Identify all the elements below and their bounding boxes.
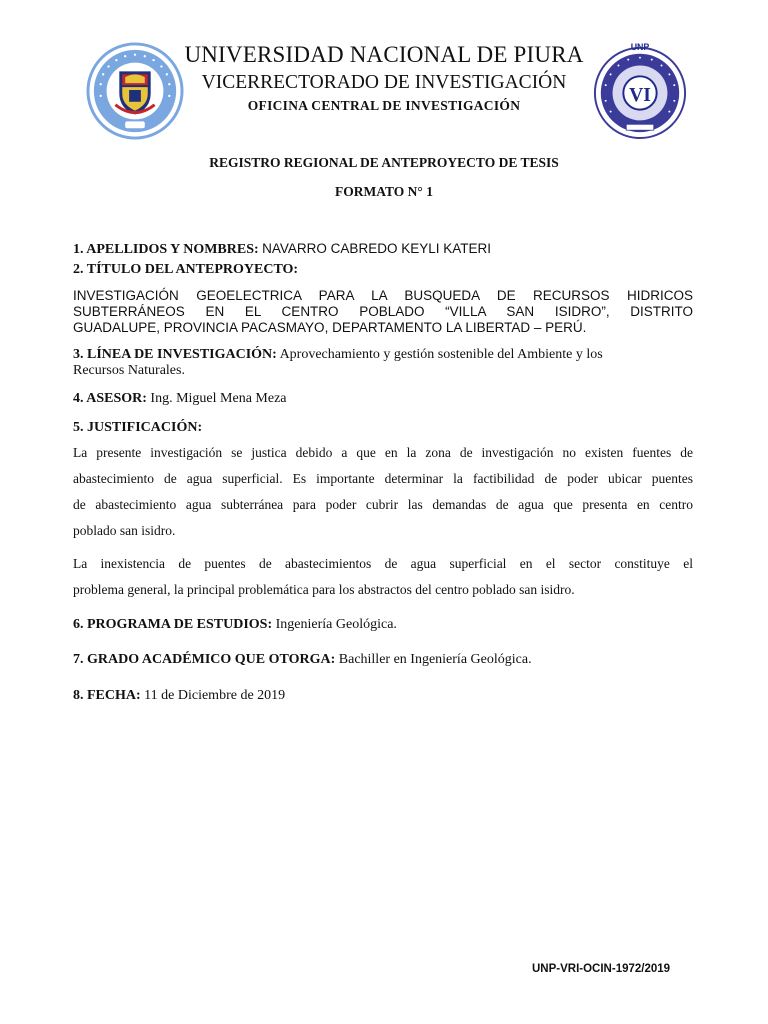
project-title-line: INVESTIGACIÓN GEOELECTRICA PARA LA BUSQUEDA DE RECURSOS HIDRICOS [73, 288, 693, 303]
university-seal-logo [86, 42, 184, 140]
date-value: 11 de Diciembre de 2019 [144, 688, 286, 703]
names-label: 1. APELLIDOS Y NOMBRES: [73, 242, 259, 257]
justification-label: 5. JUSTIFICACIÓN: [73, 420, 203, 435]
project-title-label: 2. TÍTULO DEL ANTEPROYECTO: [73, 262, 299, 277]
vicerrectorado-logo [590, 42, 690, 140]
document-code: UNP-VRI-OCIN-1972/2019 [532, 963, 671, 975]
justification-paragraph-1 [73, 440, 693, 544]
justification-paragraph-2 [73, 551, 693, 603]
study-program-value: Ingeniería Geológica. [275, 617, 397, 632]
research-line-label: 3. LÍNEA DE INVESTIGACIÓN: [73, 347, 277, 362]
section-degree [73, 652, 693, 668]
paragraph-line: La inexistencia de puentes de abastecimientos de agua superficial en el sector constituye el [73, 556, 693, 571]
paragraph-line: poblado san isidro. [73, 523, 176, 538]
paragraph-line: La presente investigación se justica debido a que en la zona de investigación no existen fuentes de [73, 445, 693, 460]
research-line-value-cont: Recursos Naturales. [73, 363, 185, 378]
section-justification [73, 420, 693, 436]
section-study-program [73, 617, 693, 633]
study-program-label: 6. PROGRAMA DE ESTUDIOS: [73, 617, 273, 632]
format-number: FORMATO N° 1 [335, 184, 433, 199]
office-name: OFICINA CENTRAL DE INVESTIGACIÓN [247, 98, 521, 113]
vi-monogram: VI [629, 84, 651, 106]
section-date [73, 688, 693, 704]
advisor-value: Ing. Miguel Mena Meza [150, 391, 287, 406]
vicerrectorado-name: VICERRECTORADO DE INVESTIGACIÓN [201, 72, 567, 93]
paragraph-line: problema general, la principal problemática para los abstractos del centro poblado san isidro. [73, 582, 575, 597]
degree-value: Bachiller en Ingeniería Geológica. [338, 652, 532, 667]
university-name: UNIVERSIDAD NACIONAL DE PIURA [184, 42, 584, 67]
section-research-line [73, 347, 693, 379]
paragraph-line: abastecimiento de agua superficial. Es importante determinar la factibilidad de poder ubicar puentes [73, 471, 693, 486]
section-title-label [73, 262, 693, 278]
section-advisor [73, 391, 693, 407]
section-names [73, 241, 693, 258]
document-title: REGISTRO REGIONAL DE ANTEPROYECTO DE TESIS [209, 155, 559, 170]
paragraph-line: de abastecimiento agua subterránea para poder cubrir las demandas de agua que presenta en centro [73, 497, 693, 512]
advisor-label: 4. ASESOR: [73, 391, 147, 406]
unp-badge: UNP [630, 42, 650, 52]
project-title-line: GUADALUPE, PROVINCIA PACASMAYO, DEPARTAMENTO LA LIBERTAD – PERÚ. [73, 320, 587, 335]
date-label: 8. FECHA: [73, 688, 141, 703]
degree-label: 7. GRADO ACADÉMICO QUE OTORGA: [73, 652, 336, 667]
research-line-value: Aprovechamiento y gestión sostenible del Ambiente y los [279, 347, 603, 362]
names-value: NAVARRO CABREDO KEYLI KATERI [262, 241, 491, 256]
project-title-line: SUBTERRÁNEOS EN EL CENTRO POBLADO “VILLA SAN ISIDRO”, DISTRITO [73, 304, 693, 319]
project-title-text [73, 288, 693, 336]
